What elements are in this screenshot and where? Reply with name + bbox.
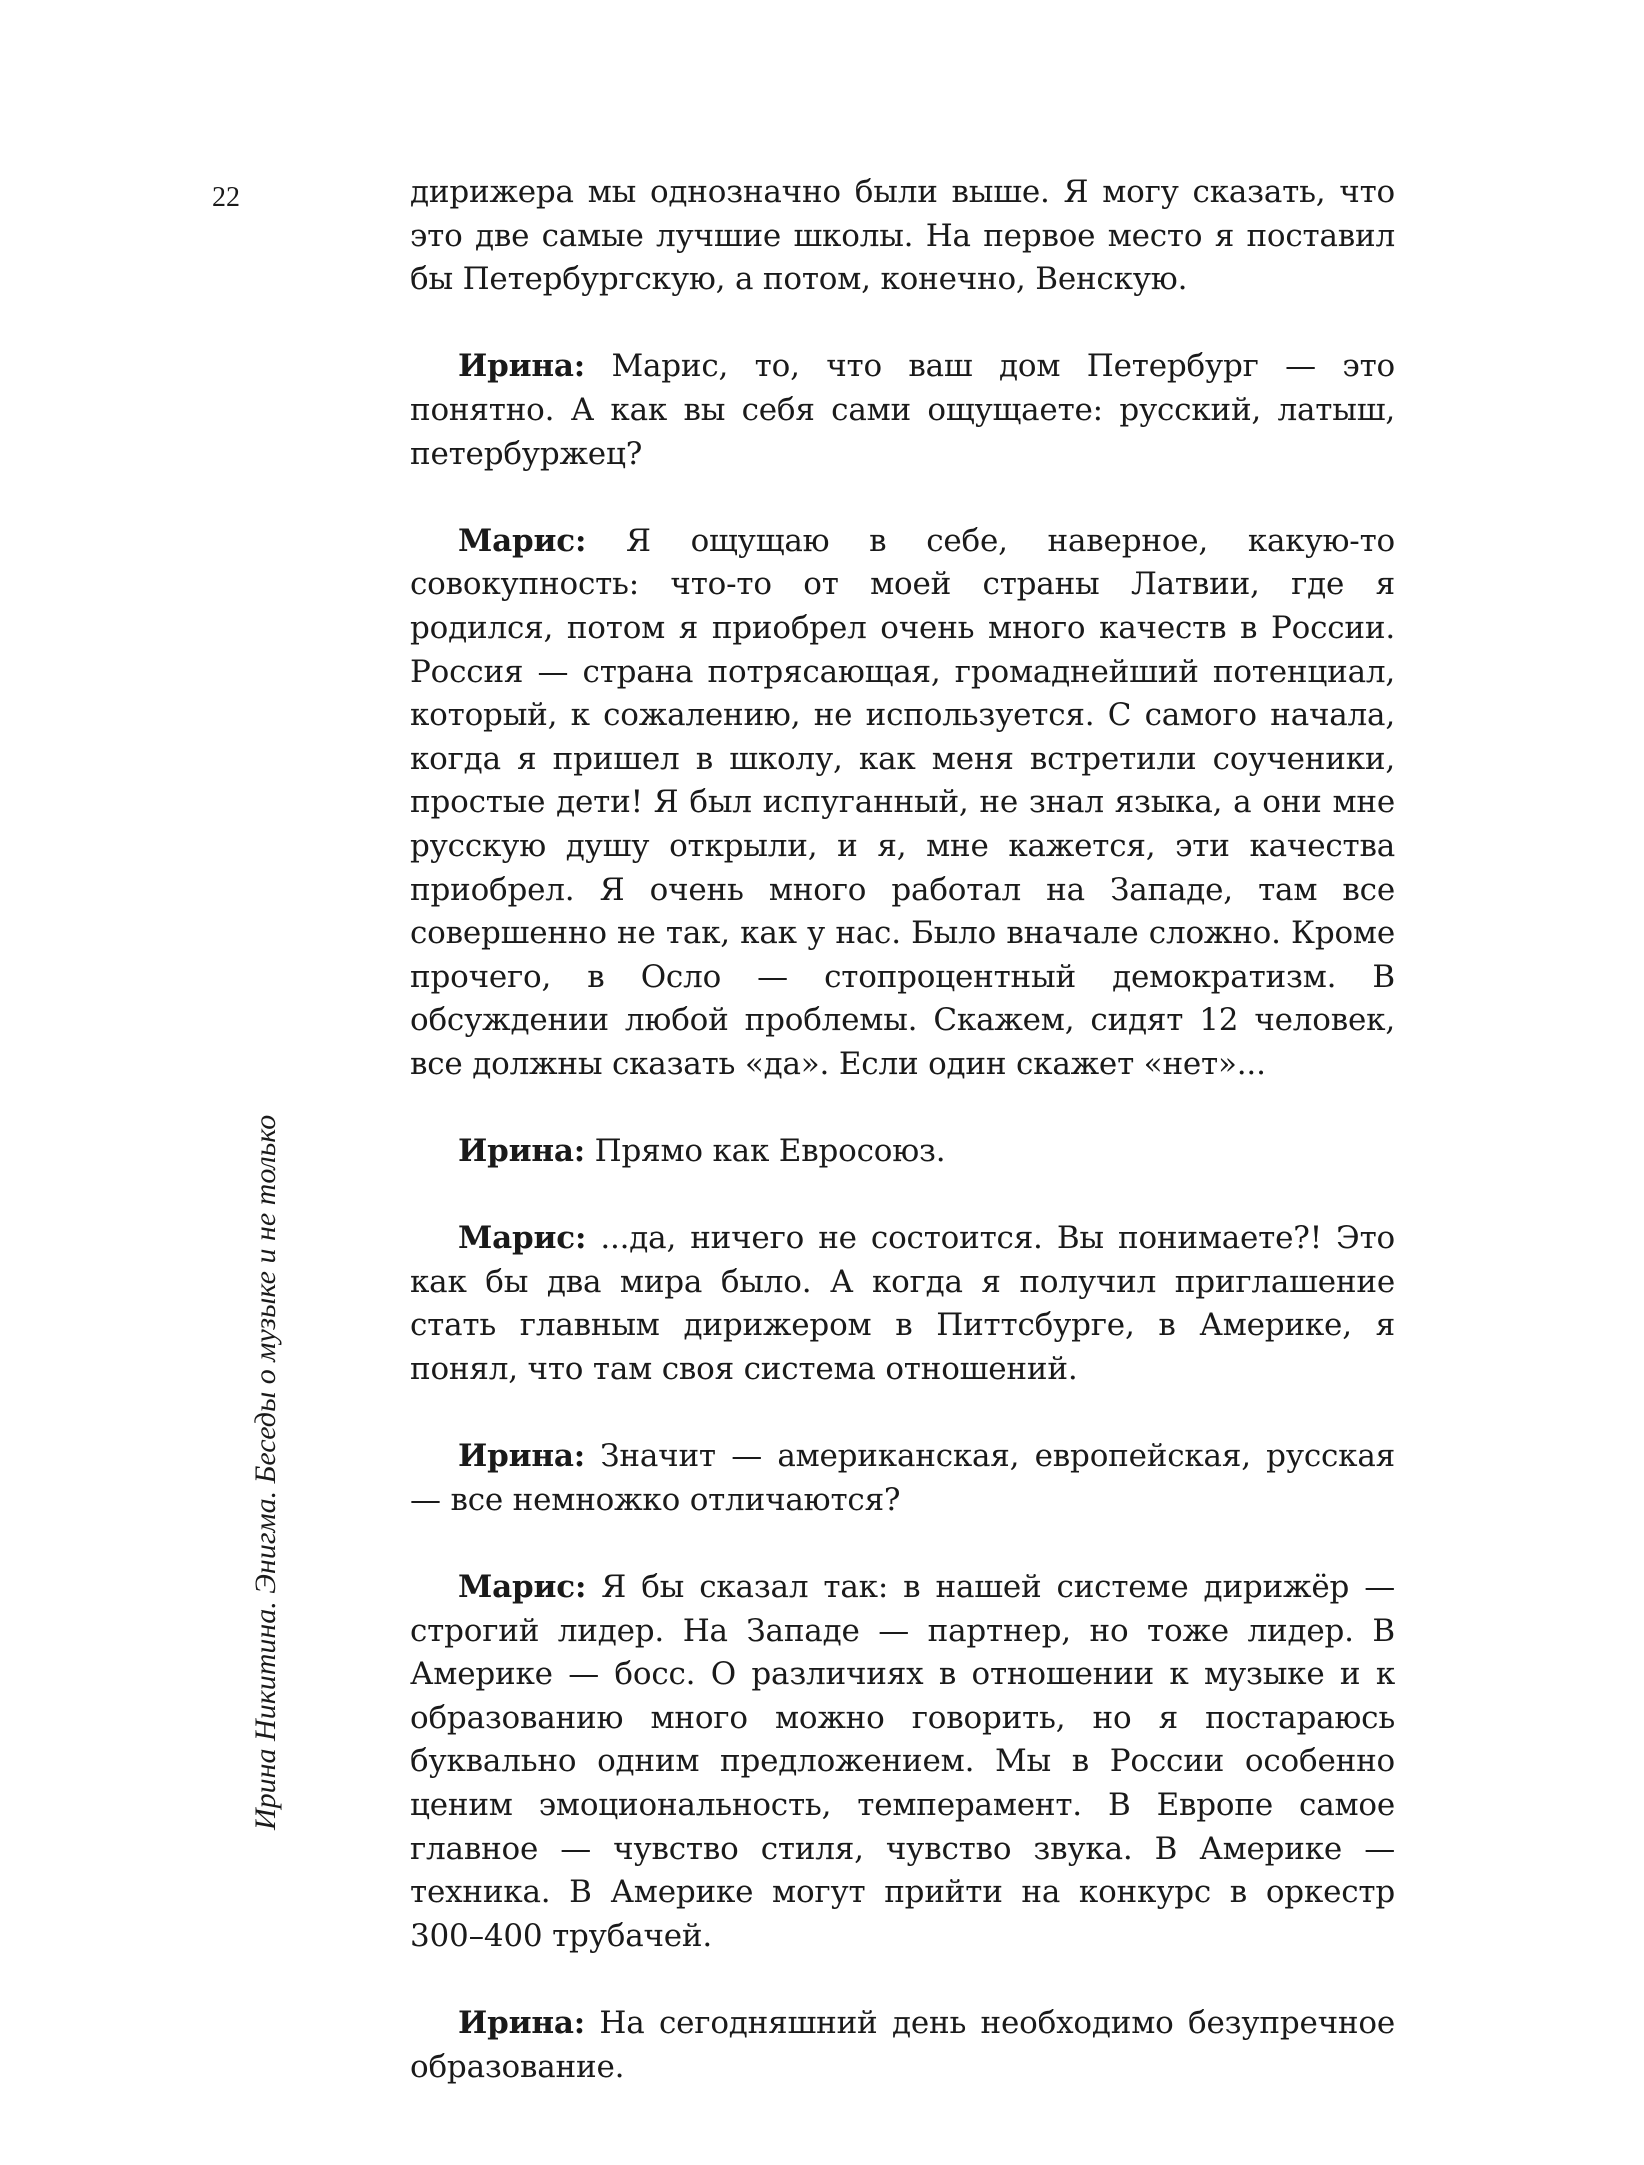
- paragraph-text: Я ощущаю в себе, наверное, какую-то совокупность: что-то от моей страны Латвии, где я родился, потом я приобрел очень много качеств в России. Россия — страна потрясающая, громаднейший потенциал, который, к сожалению, не используется. С самого начала, когда я пришел в школу, как меня встретили соученики, простые дети! Я был испуганный, не знал языка, а они мне русскую душу открыли, и я, мне кажется, эти качества приобрел. Я очень много работал на Западе, там все совершенно не так, как у нас. Было вначале сложно. Кроме прочего, в Осло — стопроцентный демократизм. В обсуждении любой проблемы. Скажем, сидят 12 человек, все должны сказать «да». Если один скажет «нет»...: [410, 522, 1395, 1082]
- paragraph: [410, 1566, 1395, 1958]
- speaker-label: Ирина:: [458, 2004, 585, 2041]
- speaker-label: Марис:: [458, 1569, 587, 1605]
- paragraph-text: Марис, то, что ваш дом Петербург — это понятно. А как вы себя сами ощущаете: русский, латыш, петербуржец?: [410, 348, 1395, 472]
- paragraph-text: Прямо как Евросоюз.: [584, 1133, 946, 1170]
- paragraph: [410, 2002, 1395, 2089]
- paragraph: [410, 1435, 1395, 1522]
- speaker-label: Ирина:: [458, 1438, 585, 1475]
- body-text: [410, 171, 1395, 2089]
- paragraph-text: ...да, ничего не состоится. Вы понимаете?! Это как бы два мира было. А когда я получил приглашение стать главным дирижером в Питтсбурге, в Америке, я понял, что там своя система отношений.: [410, 1220, 1395, 1388]
- speaker-label: Ирина:: [458, 348, 585, 385]
- paragraph: [410, 1217, 1395, 1391]
- paragraph-text: На сегодняшний день необходимо безупречное образование.: [410, 2004, 1395, 2085]
- paragraph: [410, 520, 1395, 1087]
- paragraph-text: дирижера мы однозначно были выше. Я могу сказать, что это две самые лучшие школы. На первое место я поставил бы Петербургскую, а потом, конечно, Венскую.: [410, 174, 1395, 298]
- paragraph: [410, 1130, 1395, 1174]
- speaker-label: Марис:: [458, 522, 587, 559]
- paragraph: [410, 345, 1395, 476]
- speaker-label: Марис:: [458, 1220, 587, 1257]
- running-head: Ирина Никитина. Энигма. Беседы о музыке и не только: [249, 1114, 282, 1830]
- page-number: 22: [212, 182, 240, 213]
- speaker-label: Ирина:: [458, 1133, 585, 1170]
- paragraph-text: Я бы сказал так: в нашей системе дирижёр — строгий лидер. На Западе — партнер, но тоже лидер. В Америке — босс. О различиях в отношении к музыке и к образованию много можно говорить, но я постараюсь буквально одним предложением. Мы в России особенно ценим эмоциональность, темперамент. В Европе самое главное — чувство стиля, чувство звука. В Америке — техника. В Америке могут прийти на конкурс в оркестр 300–400 трубачей.: [410, 1569, 1395, 1954]
- paragraph: [410, 171, 1395, 302]
- paragraph-text: Значит — американская, европейская, русская — все немножко отличаются?: [410, 1438, 1395, 1518]
